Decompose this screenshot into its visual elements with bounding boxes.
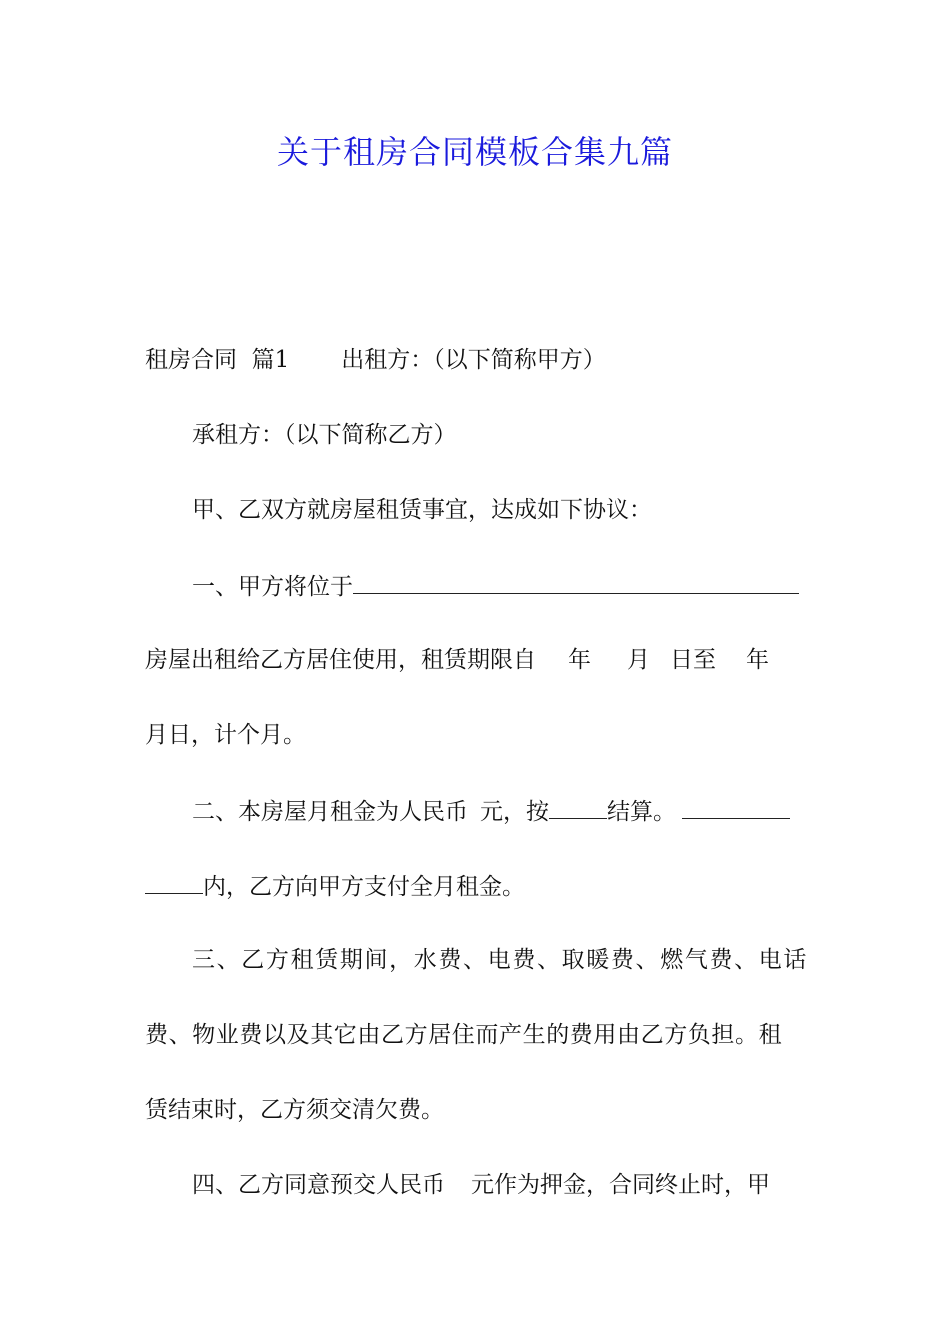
clause-1-term-text: 房屋出租给乙方居住使用，租赁期限自 — [145, 647, 536, 673]
clause-2-yuan-an: 元，按 — [480, 799, 549, 825]
clause-3-line-2 — [145, 1015, 807, 1055]
clause-4-line-1 — [145, 1165, 807, 1205]
start-year-label: 年 — [568, 647, 591, 673]
clause-3-line-3 — [145, 1090, 807, 1130]
settlement-period-blank — [549, 790, 607, 819]
lessee-label: 承租方：（以下简称乙方） — [192, 422, 457, 448]
payment-deadline-blank — [682, 790, 790, 819]
agreement-intro — [145, 490, 807, 530]
clause-2-payment-text: 内，乙方向甲方支付全月租金。 — [203, 874, 525, 900]
address-blank — [353, 565, 799, 594]
clause-1-line-1 — [145, 565, 807, 605]
clause-2-settle: 结算。 — [607, 799, 676, 825]
clause-1-prefix: 一、甲方将位于 — [192, 574, 353, 600]
agreement-intro-text: 甲、乙双方就房屋租赁事宜，达成如下协议： — [192, 497, 652, 523]
clause-4-text-2: 元作为押金，合同终止时，甲 — [471, 1172, 770, 1198]
clause-3-text-3: 赁结束时，乙方须交清欠费。 — [145, 1097, 444, 1123]
clause-3-text-1: 三、乙方租赁期间，水费、电费、取暖费、燃气费、电话 — [192, 947, 807, 973]
lessor-label: 出租方：（以下简称甲方） — [341, 347, 606, 373]
clause-1-line-2 — [145, 640, 807, 680]
document-title: 关于租房合同模板合集九篇 — [276, 133, 673, 171]
clause-3-line-1 — [145, 940, 807, 980]
clause-4-text-1: 四、乙方同意预交人民币 — [192, 1172, 445, 1198]
clause-2-line-2 — [145, 865, 807, 905]
clause-1-line-3 — [145, 715, 807, 755]
lessee-line — [145, 415, 807, 455]
section-heading: 租房合同 篇1 — [145, 347, 290, 373]
end-year-label: 年 — [746, 647, 769, 673]
clause-1-duration: 月日，计个月。 — [145, 722, 306, 748]
clause-2-rent-text: 二、本房屋月租金为人民币 — [192, 799, 468, 825]
start-month-label: 月 — [627, 647, 650, 673]
start-day-to-label: 日至 — [670, 647, 716, 673]
clause-3-text-2: 费、物业费以及其它由乙方居住而产生的费用由乙方负担。租 — [145, 1022, 783, 1048]
payment-deadline-blank-cont — [145, 865, 203, 894]
clause-2-line-1 — [145, 790, 807, 830]
line-heading-lessor — [145, 340, 807, 380]
